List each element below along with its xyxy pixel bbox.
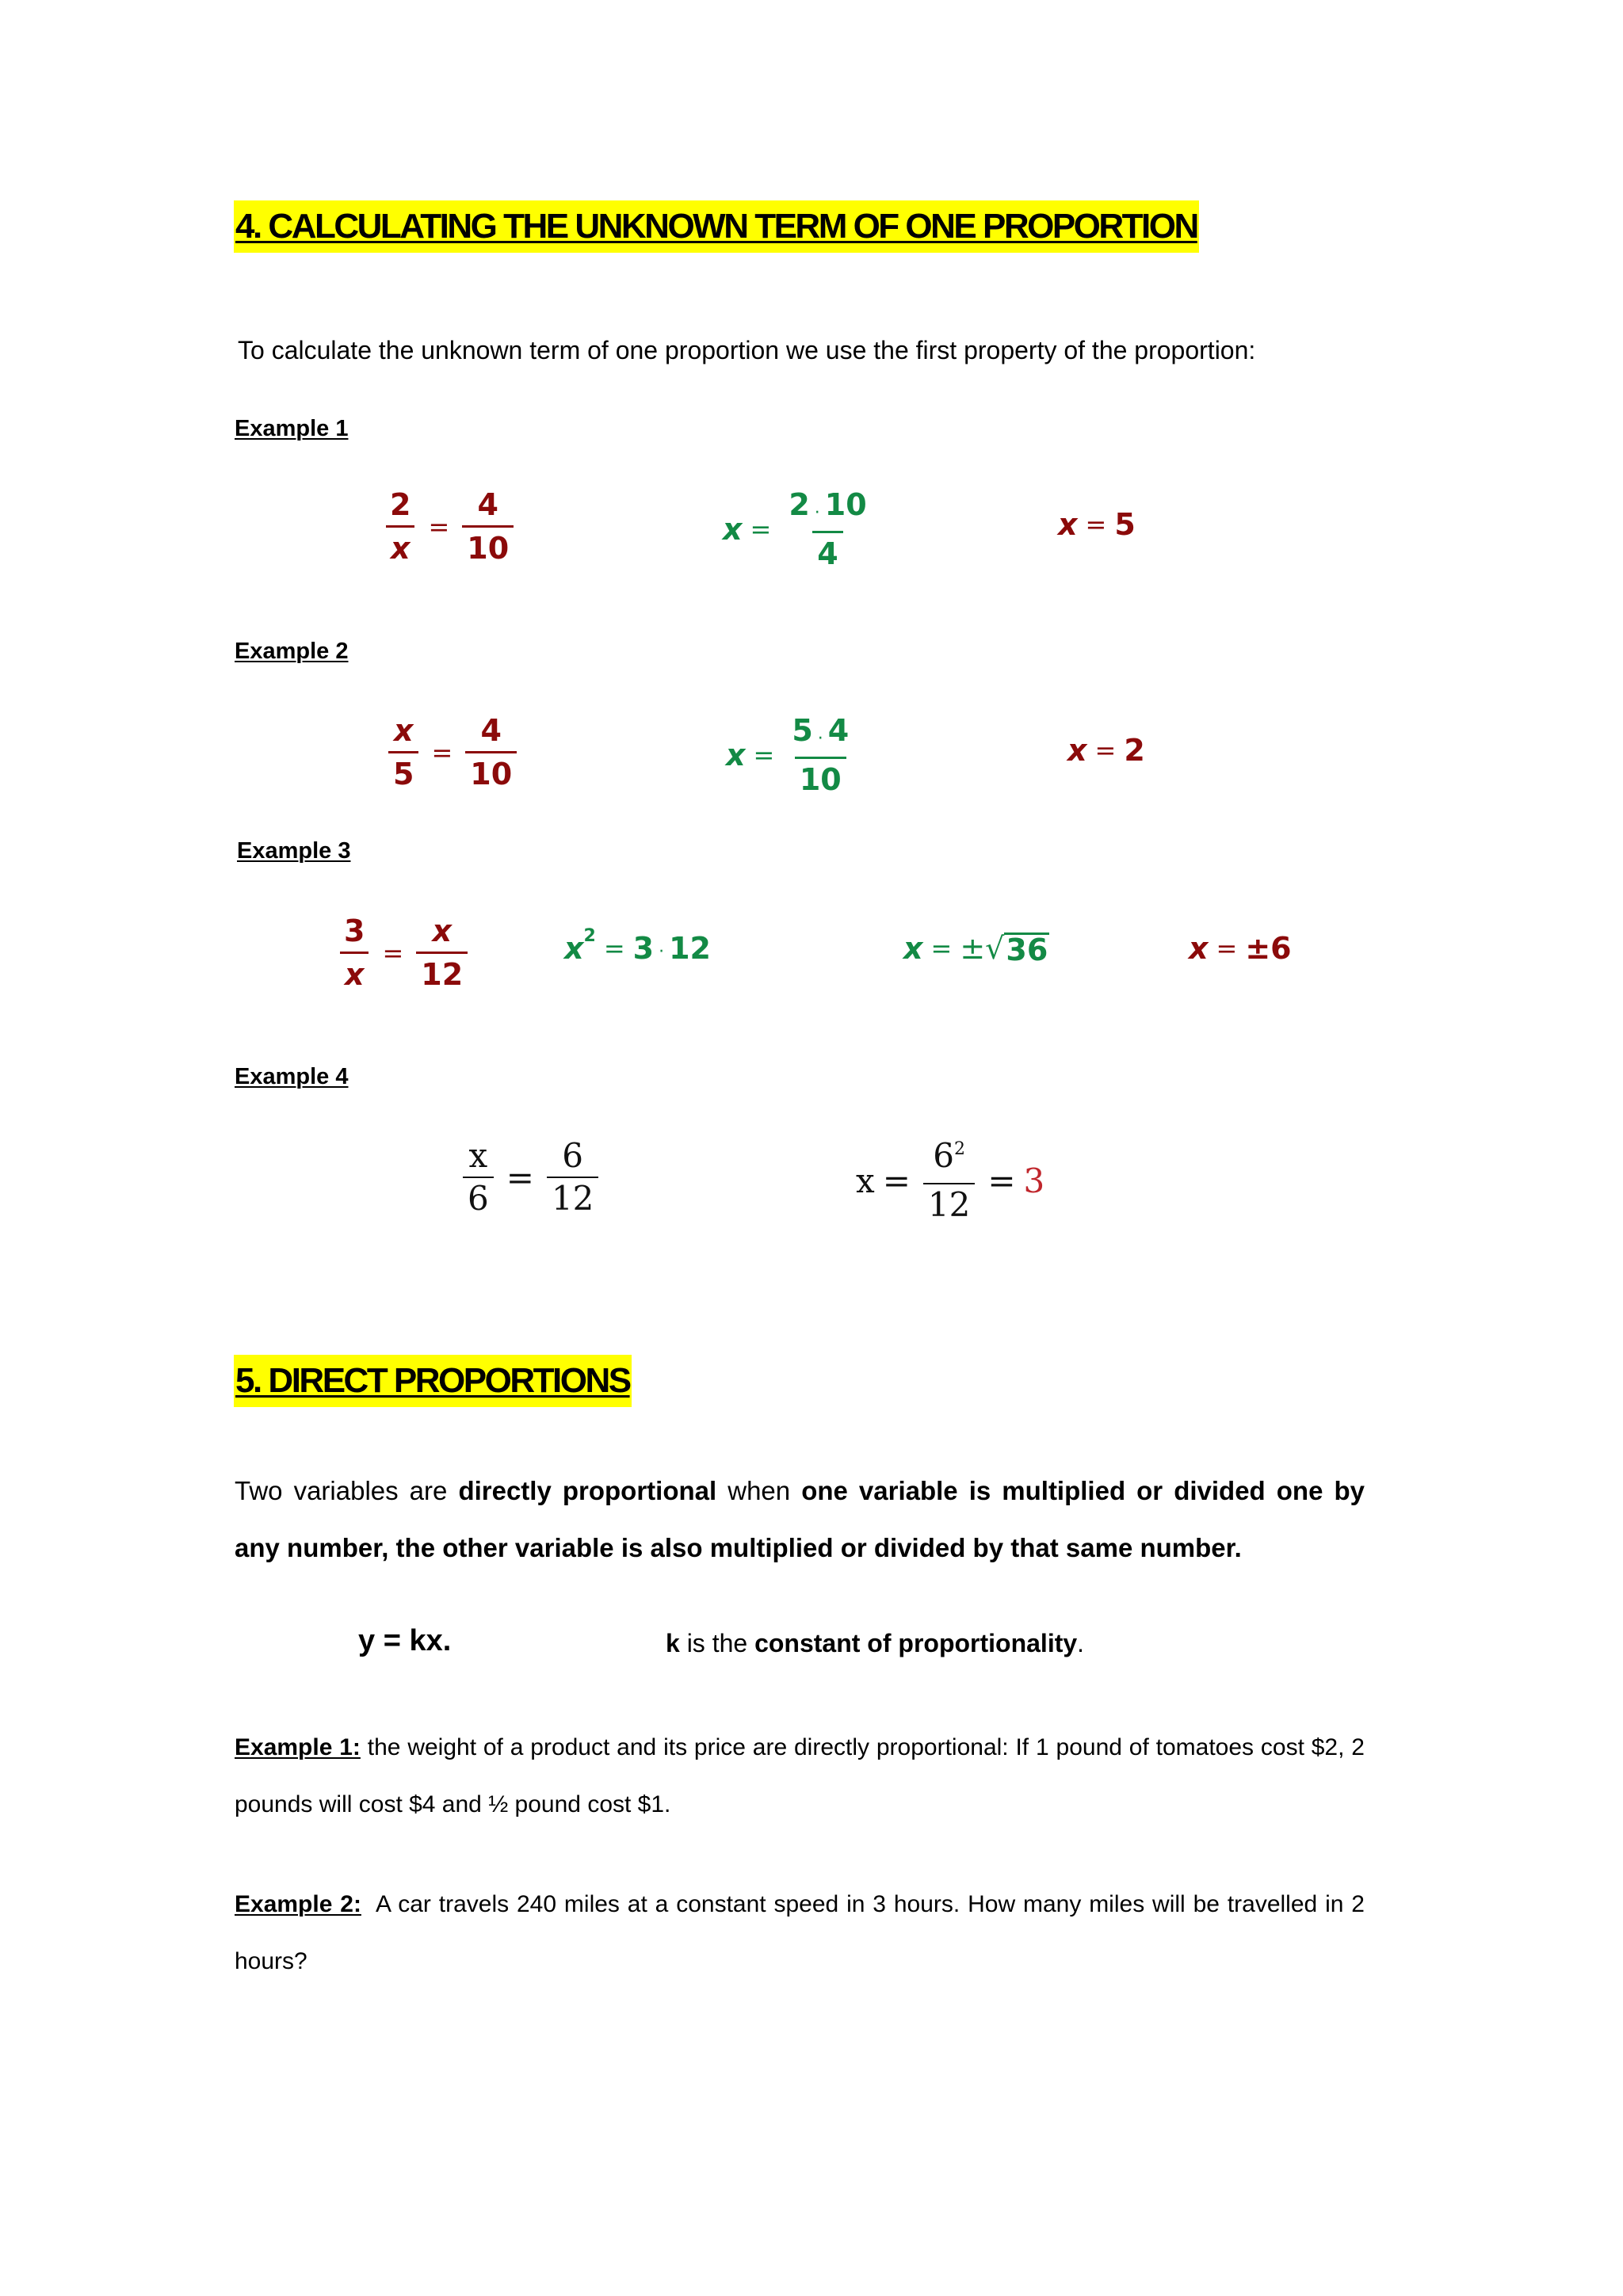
- example-3-sqrt: x = ± √ 36: [903, 931, 1048, 967]
- section-4-intro: To calculate the unknown term of one proportion we use the first property of the proportion:: [238, 336, 1256, 364]
- example-4-proportion: $\frac{x}{6}$ = $\frac{6}{12}$: [458, 1138, 603, 1216]
- example-2-proportion: $\frac{x}{5}$ = $\frac{4}{10}$: [384, 713, 521, 791]
- example-1-step: x = $\frac{2 \cdot 10}{4}$: [723, 487, 867, 571]
- section-4-heading: 4. CALCULATING THE UNKNOWN TERM OF ONE PROPORTION: [234, 200, 1199, 253]
- example-4-label: Example 4: [235, 1064, 349, 1089]
- direct-proportion-definition: Two variables are directly proportional when one variable is multiplied or divided one by any number, the other variable is also multiplied or divided by that same number.: [235, 1476, 1365, 1562]
- example-2-step: x = $\frac{5 \cdot 4}{10}$: [726, 713, 850, 797]
- example-2-label: Example 2: [235, 639, 349, 664]
- example-1-result: x = 5: [1058, 507, 1136, 542]
- example-4-result: x = $\frac{6^2}{12}$ = 3: [856, 1136, 1045, 1224]
- example-3-result: x = ±6: [1189, 931, 1292, 966]
- section-5-heading: 5. DIRECT PROPORTIONS: [234, 1355, 632, 1407]
- example-2-paragraph: Example 2: A car travels 240 miles at a constant speed in 3 hours. How many miles will be travelled in 2 hours?: [235, 1891, 1372, 1974]
- example-1-paragraph: Example 1: the weight of a product and its price are directly proportional: If 1 pound of tomatoes cost $2, 2 pounds will cost $4 and ½ pound cost $1.: [235, 1734, 1365, 1817]
- example-3-proportion: $\frac{3}{x}$ = $\frac{x}{12}$: [334, 913, 472, 992]
- constant-description: k is the constant of proportionality.: [666, 1629, 1085, 1657]
- formula: y = kx.: [358, 1624, 452, 1657]
- example-3-squared: x 2 = 3 · 12: [564, 925, 711, 966]
- example-1-label: Example 1: [235, 416, 349, 441]
- example-1-proportion: $\frac{2}{x}$ = $\frac{4}{10}$: [380, 487, 518, 566]
- example-3-label: Example 3: [237, 838, 351, 864]
- example-2-result: x = 2: [1067, 733, 1145, 768]
- example-2-paragraph-label: Example 2:: [235, 1891, 361, 1917]
- example-1-paragraph-label: Example 1:: [235, 1734, 361, 1760]
